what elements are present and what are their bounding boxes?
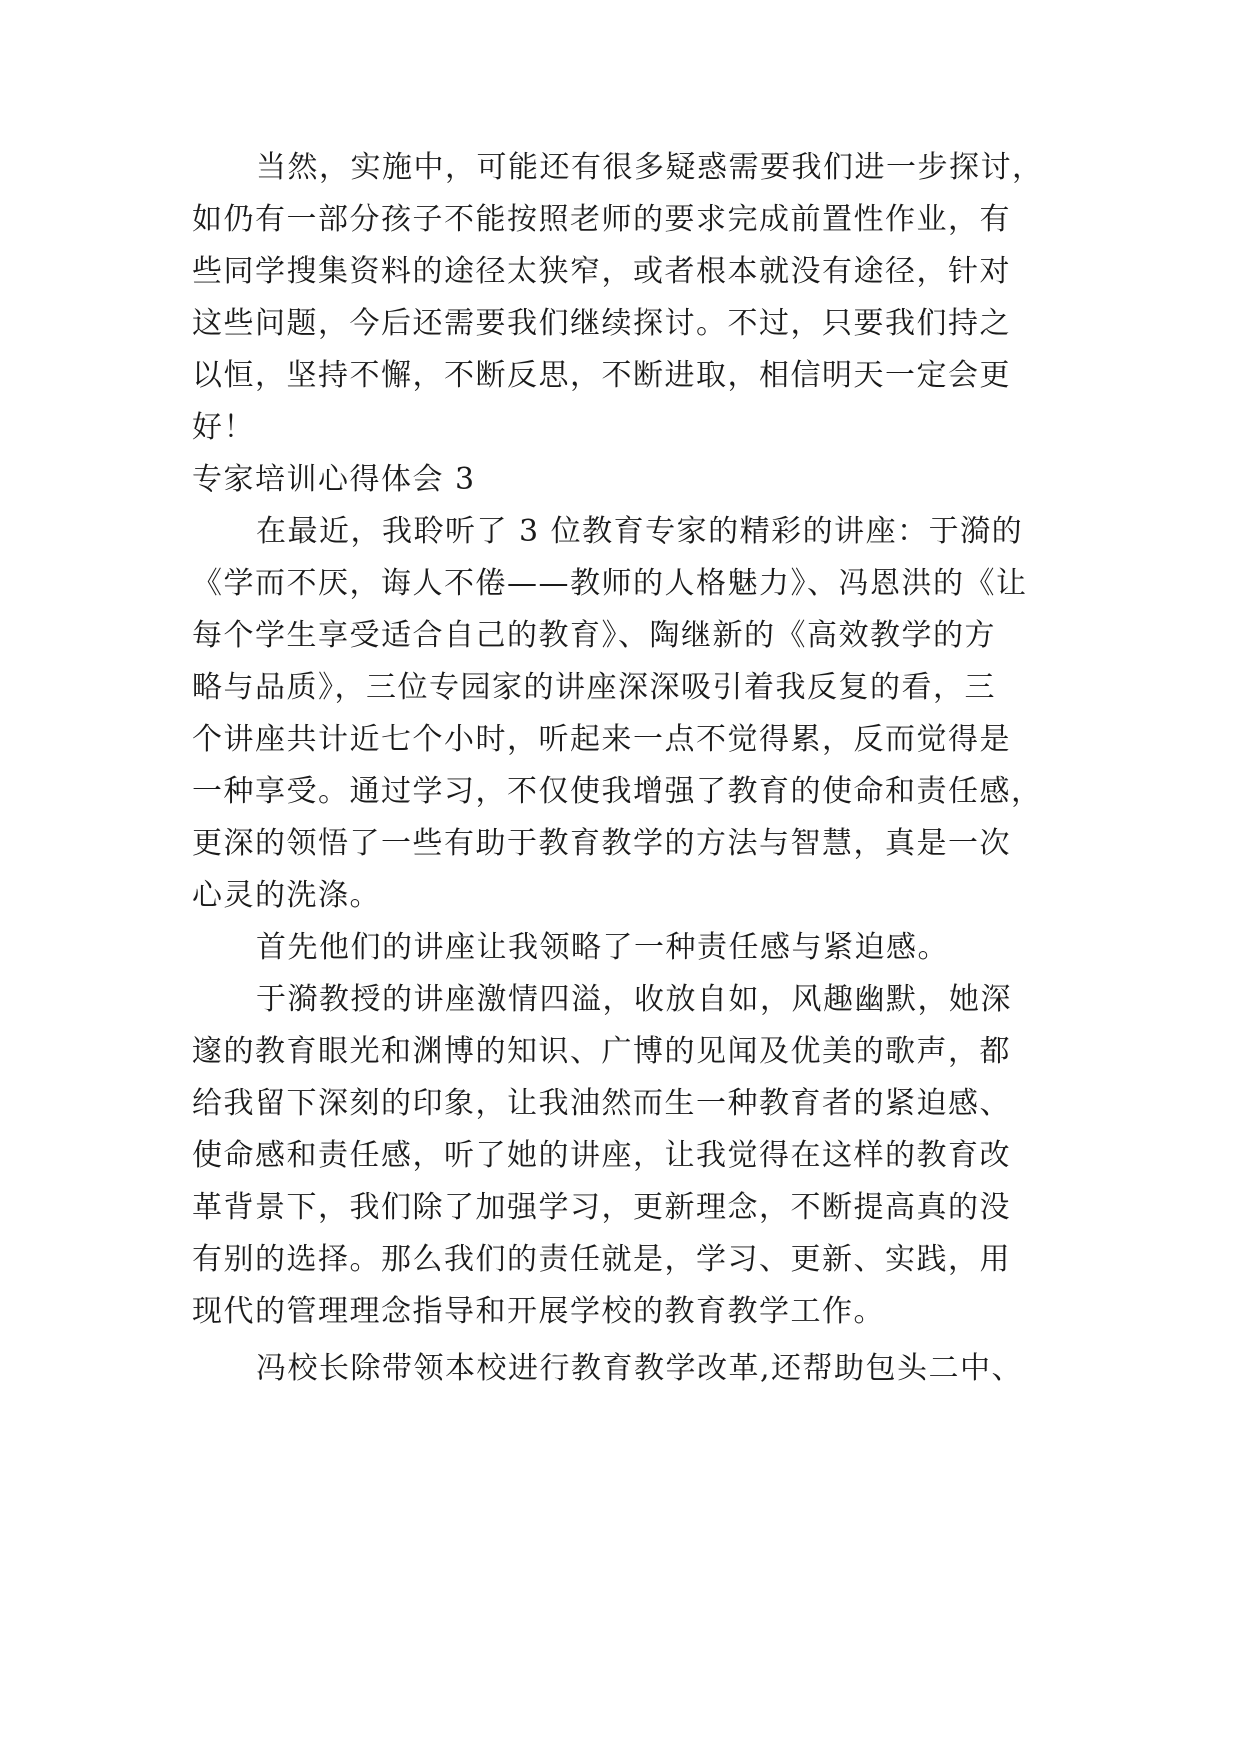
paragraph-line: 这些问题，今后还需要我们继续探讨。不过，只要我们持之 (192, 306, 1011, 341)
paragraph-line: 个讲座共计近七个小时，听起来一点不觉得累，反而觉得是 (192, 722, 1011, 757)
paragraph-line: 当然，实施中，可能还有很多疑惑需要我们进一步探讨， (256, 150, 1044, 185)
paragraph-line: 更深的领悟了一些有助于教育教学的方法与智慧，真是一次 (192, 826, 1011, 861)
paragraph-line: 好！ (192, 410, 255, 445)
paragraph-line: 心灵的洗涤。 (192, 878, 381, 913)
paragraph-line: 一种享受。通过学习，不仅使我增强了教育的使命和责任感， (192, 774, 1043, 809)
paragraph-line: 给我留下深刻的印象，让我油然而生一种教育者的紧迫感、 (192, 1086, 1011, 1121)
paragraph-line: 首先他们的讲座让我领略了一种责任感与紧迫感。 (256, 930, 949, 965)
paragraph-line: 现代的管理理念指导和开展学校的教育教学工作。 (192, 1294, 885, 1329)
paragraph-line: 邃的教育眼光和渊博的知识、广博的见闻及优美的歌声，都 (192, 1034, 1011, 1069)
paragraph-line: 冯校长除带领本校进行教育教学改革,还帮助包头二中、 (256, 1351, 1024, 1386)
section-heading: 专家培训心得体会 3 (192, 462, 476, 497)
paragraph-line: 于漪教授的讲座激情四溢，收放自如，风趣幽默，她深 (256, 982, 1012, 1017)
paragraph-line: 如仍有一部分孩子不能按照老师的要求完成前置性作业，有 (192, 202, 1011, 237)
paragraph-line: 革背景下，我们除了加强学习，更新理念，不断提高真的没 (192, 1190, 1011, 1225)
paragraph-line: 在最近，我聆听了 3 位教育专家的精彩的讲座：于漪的 (256, 514, 1024, 549)
paragraph-line: 以恒，坚持不懈，不断反思，不断进取，相信明天一定会更 (192, 358, 1011, 393)
paragraph-line: 略与品质》，三位专园家的讲座深深吸引着我反复的看，三 (192, 670, 996, 705)
paragraph-line: 有别的选择。那么我们的责任就是，学习、更新、实践，用 (192, 1242, 1011, 1277)
paragraph-line: 每个学生享受适合自己的教育》、陶继新的《高效教学的方 (192, 618, 996, 653)
paragraph-line: 《学而不厌，诲人不倦——教师的人格魅力》、冯恩洪的《让 (192, 566, 1028, 601)
paragraph-line: 些同学搜集资料的途径太狭窄，或者根本就没有途径，针对 (192, 254, 1011, 289)
paragraph-line: 使命感和责任感，听了她的讲座，让我觉得在这样的教育改 (192, 1138, 1011, 1173)
